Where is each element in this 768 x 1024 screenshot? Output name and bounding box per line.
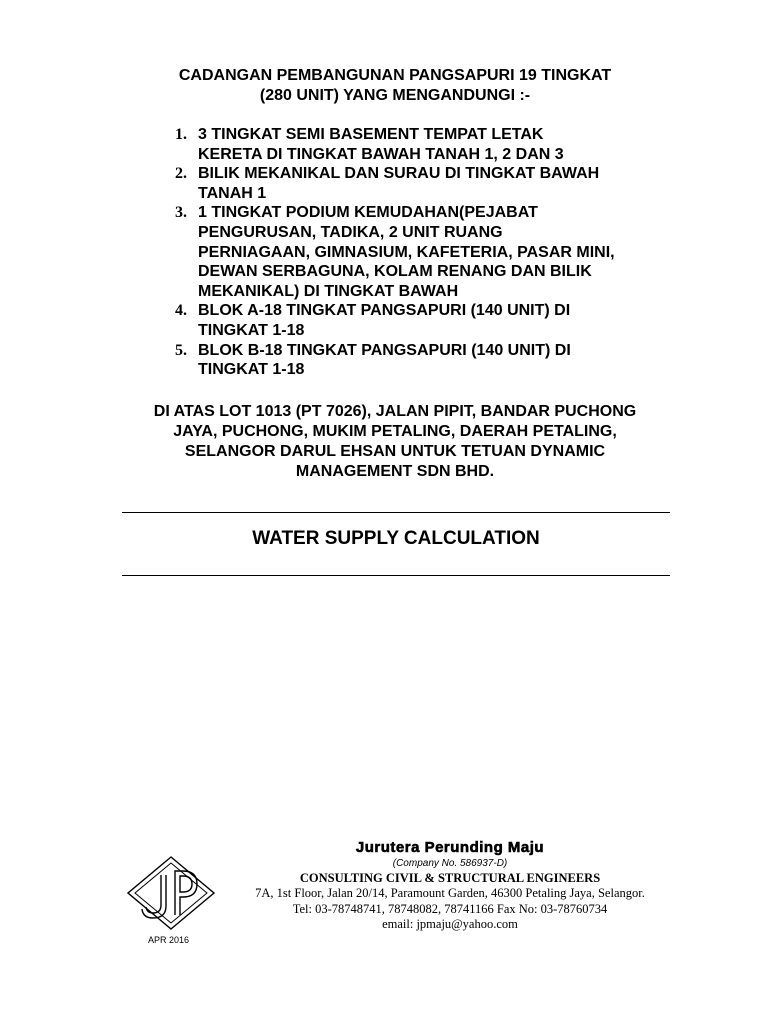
scope-item bbox=[170, 125, 650, 164]
company-number: (Company No. 586937-D) bbox=[392, 858, 508, 869]
scope-item-line: 3 TINGKAT SEMI BASEMENT TEMPAT LETAK bbox=[198, 126, 544, 143]
project-title-line: (280 UNIT) YANG MENGANDUNGI :- bbox=[259, 87, 531, 104]
firm-phone: Tel: 03-78748741, 78748082, 78741166 Fax No: 03-78760734 bbox=[292, 901, 608, 916]
scope-item bbox=[170, 341, 650, 380]
scope-item-line: PENGURUSAN, TADIKA, 2 UNIT RUANG bbox=[198, 223, 503, 241]
project-title-line: CADANGAN PEMBANGUNAN PANGSAPURI 19 TINGKAT bbox=[178, 67, 612, 84]
bottom-divider bbox=[122, 575, 670, 576]
scope-item-line: TINGKAT 1-18 bbox=[198, 321, 305, 339]
scope-item bbox=[170, 203, 650, 301]
scope-item-number: 2. bbox=[175, 165, 187, 183]
scope-item-number: 3. bbox=[175, 204, 187, 222]
scope-item-line: TINGKAT 1-18 bbox=[198, 361, 305, 379]
firm-tagline: CONSULTING CIVIL & STRUCTURAL ENGINEERS bbox=[299, 871, 601, 885]
document-title: WATER SUPPLY CALCULATION bbox=[252, 528, 540, 549]
scope-item-line: TANAH 1 bbox=[198, 184, 267, 202]
scope-item-line: MEKANIKAL) DI TINGKAT BAWAH bbox=[198, 282, 459, 300]
site-location-line: JAYA, PUCHONG, MUKIM PETALING, DAERAH PETALING, bbox=[173, 423, 617, 440]
scope-item-line: PERNIAGAAN, GIMNASIUM, KAFETERIA, PASAR MINI, bbox=[198, 243, 615, 261]
scope-item-number: 1. bbox=[175, 126, 187, 143]
site-location-line: SELANGOR DARUL EHSAN UNTUK TETUAN DYNAMIC bbox=[184, 443, 606, 460]
firm-email: email: jpmaju@yahoo.com bbox=[382, 917, 518, 931]
firm-block bbox=[230, 838, 670, 933]
site-location-line: DI ATAS LOT 1013 (PT 7026), JALAN PIPIT, BANDAR PUCHONG bbox=[153, 403, 637, 420]
scope-item-line: KERETA DI TINGKAT BAWAH TANAH 1, 2 DAN 3 bbox=[198, 145, 564, 163]
project-title bbox=[0, 66, 768, 106]
document-date: APR 2016 bbox=[148, 935, 190, 945]
firm-address: 7A, 1st Floor, Jalan 20/14, Paramount Garden, 46300 Petaling Jaya, Selangor. bbox=[255, 886, 645, 900]
scope-item-line: DEWAN SERBAGUNA, KOLAM RENANG DAN BILIK bbox=[198, 263, 592, 281]
scope-item-line: BLOK B-18 TINGKAT PANGSAPURI (140 UNIT) DI bbox=[198, 341, 571, 359]
scope-item-number: 4. bbox=[175, 302, 187, 320]
scope-item bbox=[170, 164, 650, 203]
site-location bbox=[0, 402, 768, 482]
jpm-diamond-logo bbox=[125, 855, 217, 931]
scope-item-number: 5. bbox=[175, 341, 187, 359]
site-location-line: MANAGEMENT SDN BHD. bbox=[295, 463, 495, 480]
firm-name: Jurutera Perunding Maju bbox=[355, 839, 545, 856]
scope-item-line: BILIK MEKANIKAL DAN SURAU DI TINGKAT BAWAH bbox=[198, 165, 600, 183]
scope-list bbox=[170, 125, 650, 380]
scope-item-line: 1 TINGKAT PODIUM KEMUDAHAN(PEJABAT bbox=[198, 204, 538, 222]
top-divider bbox=[122, 512, 670, 513]
scope-item-line: BLOK A-18 TINGKAT PANGSAPURI (140 UNIT) DI bbox=[198, 302, 571, 320]
scope-item bbox=[170, 301, 650, 340]
